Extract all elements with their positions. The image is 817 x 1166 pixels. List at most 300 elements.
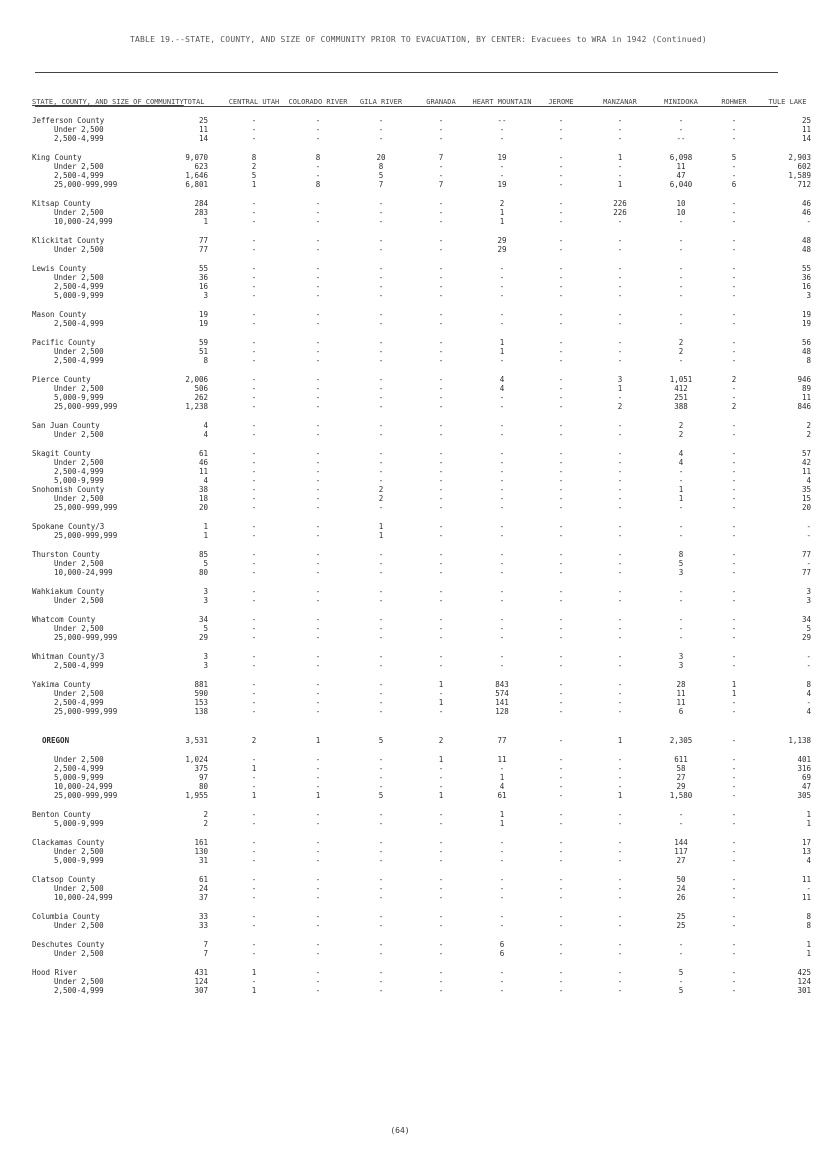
table-cell: 602 xyxy=(797,162,811,171)
table-cell: - xyxy=(315,968,321,977)
table-cell: - xyxy=(731,245,737,254)
table-cell: - xyxy=(558,986,564,995)
table-cell: 37 xyxy=(198,893,208,902)
table-cell: - xyxy=(806,698,811,707)
table-cell: 1 xyxy=(438,791,444,800)
table-cell: 8 xyxy=(806,912,811,921)
spacer-row xyxy=(32,902,817,912)
table-cell: - xyxy=(731,134,737,143)
spacer-cell xyxy=(32,411,817,421)
table-cell: 17 xyxy=(801,838,811,847)
table-cell: - xyxy=(731,652,737,661)
table-cell: - xyxy=(315,310,321,319)
row-label: Hood River xyxy=(32,968,78,977)
table-cell: - xyxy=(315,485,321,494)
table-cell: - xyxy=(731,587,737,596)
table-cell: 2,903 xyxy=(788,153,811,162)
table-cell: - xyxy=(315,503,321,512)
table-cell: - xyxy=(315,522,321,531)
table-cell: 5 xyxy=(678,986,684,995)
table-cell: - xyxy=(438,615,444,624)
table-cell: - xyxy=(617,393,623,402)
table-cell: 2 xyxy=(678,421,684,430)
table-cell: - xyxy=(315,421,321,430)
table-cell: - xyxy=(558,476,564,485)
table-cell: 11 xyxy=(801,875,811,884)
table-cell: 97 xyxy=(198,773,208,782)
table-cell: 11 xyxy=(198,467,208,476)
row-label: Under 2,500 xyxy=(54,559,104,568)
table-cell: - xyxy=(806,531,811,540)
table-cell: - xyxy=(731,568,737,577)
table-cell: - xyxy=(378,764,384,773)
table-cell: 375 xyxy=(194,764,208,773)
table-cell: - xyxy=(558,467,564,476)
table-cell: 4 xyxy=(203,476,208,485)
table-cell: - xyxy=(499,467,505,476)
table-cell: - xyxy=(731,217,737,226)
spacer-cell xyxy=(32,670,817,680)
table-cell: 11 xyxy=(676,689,686,698)
table-cell: 1 xyxy=(315,791,321,800)
table-row xyxy=(32,310,817,319)
table-row xyxy=(32,986,817,995)
table-cell: - xyxy=(499,393,505,402)
table-cell: - xyxy=(315,633,321,642)
table-row xyxy=(32,921,817,930)
table-cell: - xyxy=(558,977,564,986)
table-cell: - xyxy=(251,494,257,503)
table-cell: - xyxy=(558,847,564,856)
table-cell: 1 xyxy=(731,680,737,689)
table-cell: 1 xyxy=(378,531,384,540)
table-cell: 262 xyxy=(194,393,208,402)
table-cell: - xyxy=(251,652,257,661)
table-cell: 11 xyxy=(198,125,208,134)
spacer-cell xyxy=(32,328,817,338)
spacer-row xyxy=(32,189,817,199)
table-cell: - xyxy=(378,680,384,689)
table-cell: 18 xyxy=(198,494,208,503)
table-cell: - xyxy=(499,134,505,143)
table-cell: - xyxy=(731,531,737,540)
table-cell: - xyxy=(438,476,444,485)
row-label: Wahkiakum County xyxy=(32,587,105,596)
table-cell: 284 xyxy=(194,199,208,208)
table-cell: - xyxy=(731,819,737,828)
table-cell: - xyxy=(558,633,564,642)
table-cell: - xyxy=(558,893,564,902)
table-cell: - xyxy=(731,421,737,430)
table-cell: - xyxy=(438,661,444,670)
column-header-rohwer: ROHWER xyxy=(721,98,747,106)
table-cell: - xyxy=(731,968,737,977)
table-cell: - xyxy=(558,291,564,300)
table-cell: 590 xyxy=(194,689,208,698)
table-cell: - xyxy=(558,449,564,458)
table-cell: 25 xyxy=(198,116,208,125)
table-cell: 1 xyxy=(806,819,811,828)
table-cell: - xyxy=(617,856,623,865)
row-label: Under 2,500 xyxy=(54,208,104,217)
table-cell: - xyxy=(499,291,505,300)
table-cell: - xyxy=(251,467,257,476)
table-cell: - xyxy=(499,615,505,624)
table-cell: 5 xyxy=(203,624,208,633)
table-cell: 77 xyxy=(198,245,208,254)
table-cell: 2 xyxy=(806,430,811,439)
table-cell: 144 xyxy=(674,838,688,847)
table-cell: 130 xyxy=(194,847,208,856)
spacer-row xyxy=(32,828,817,838)
table-cell: 48 xyxy=(801,347,811,356)
table-row xyxy=(32,245,817,254)
table-cell: - xyxy=(558,245,564,254)
table-cell: 305 xyxy=(797,791,811,800)
table-row xyxy=(32,476,817,485)
table-cell: 226 xyxy=(613,199,627,208)
table-cell: 2 xyxy=(678,347,684,356)
table-cell: - xyxy=(251,624,257,633)
table-cell: - xyxy=(378,912,384,921)
table-cell: - xyxy=(438,245,444,254)
column-header-manzanar: MANZANAR xyxy=(603,98,637,106)
table-cell: 1 xyxy=(251,791,257,800)
table-cell: - xyxy=(438,884,444,893)
table-cell: 881 xyxy=(194,680,208,689)
table-cell: - xyxy=(438,838,444,847)
table-cell: - xyxy=(617,698,623,707)
table-cell: 7 xyxy=(203,940,208,949)
table-cell: - xyxy=(617,273,623,282)
table-cell: 1 xyxy=(251,180,257,189)
table-cell: - xyxy=(558,615,564,624)
table-cell: - xyxy=(558,375,564,384)
table-cell: 3 xyxy=(617,375,623,384)
table-row xyxy=(32,199,817,208)
table-cell: - xyxy=(617,494,623,503)
table-cell: - xyxy=(438,273,444,282)
table-cell: 5 xyxy=(203,559,208,568)
table-row xyxy=(32,153,817,162)
table-cell: - xyxy=(315,116,321,125)
table-cell: 2,305 xyxy=(669,736,693,745)
table-cell: - xyxy=(499,162,505,171)
table-cell: - xyxy=(678,310,684,319)
table-cell: 1,580 xyxy=(669,791,693,800)
spacer-row xyxy=(32,411,817,421)
table-cell: - xyxy=(617,689,623,698)
table-cell: - xyxy=(378,347,384,356)
table-cell: - xyxy=(499,171,505,180)
table-cell: 11 xyxy=(676,698,686,707)
spacer-row xyxy=(32,642,817,652)
table-cell: - xyxy=(731,356,737,365)
table-cell: 55 xyxy=(801,264,811,273)
table-cell: 42 xyxy=(801,458,811,467)
row-label: 5,000-9,999 xyxy=(54,291,104,300)
table-cell: 5 xyxy=(251,171,257,180)
table-cell: 124 xyxy=(194,977,208,986)
table-cell: - xyxy=(499,550,505,559)
table-cell: - xyxy=(251,884,257,893)
row-label: Under 2,500 xyxy=(54,162,104,171)
table-cell: - xyxy=(731,236,737,245)
table-cell: 2 xyxy=(251,736,257,745)
table-cell: - xyxy=(378,773,384,782)
table-cell: 4 xyxy=(499,384,505,393)
table-cell: - xyxy=(499,559,505,568)
table-cell: 1,646 xyxy=(185,171,208,180)
spacer-row xyxy=(32,670,817,680)
table-cell: 2 xyxy=(806,421,811,430)
table-cell: - xyxy=(558,458,564,467)
table-cell: 3 xyxy=(678,568,684,577)
table-cell: - xyxy=(315,689,321,698)
table-cell: - xyxy=(499,402,505,411)
table-cell: - xyxy=(558,587,564,596)
table-cell: - xyxy=(251,615,257,624)
table-cell: - xyxy=(558,707,564,716)
table-cell: - xyxy=(378,458,384,467)
table-cell: - xyxy=(438,319,444,328)
table-cell: 3 xyxy=(806,596,811,605)
table-cell: - xyxy=(617,568,623,577)
table-cell: - xyxy=(558,310,564,319)
table-cell: - xyxy=(558,940,564,949)
table-cell: 6,801 xyxy=(185,180,208,189)
table-cell: 506 xyxy=(194,384,208,393)
table-cell: - xyxy=(678,949,684,958)
spacer-cell xyxy=(32,189,817,199)
table-cell: - xyxy=(251,458,257,467)
table-cell: - xyxy=(617,449,623,458)
table-cell: - xyxy=(558,393,564,402)
table-cell: - xyxy=(378,884,384,893)
table-cell: - xyxy=(558,791,564,800)
table-cell: - xyxy=(438,847,444,856)
table-cell: - xyxy=(499,875,505,884)
table-cell: - xyxy=(315,199,321,208)
table-cell: - xyxy=(678,264,684,273)
table-cell: 4 xyxy=(499,782,505,791)
table-cell: - xyxy=(251,310,257,319)
table-cell: - xyxy=(617,912,623,921)
table-cell: - xyxy=(251,273,257,282)
table-cell: - xyxy=(378,338,384,347)
table-cell: 1 xyxy=(203,217,208,226)
table-cell: - xyxy=(315,458,321,467)
table-cell: - xyxy=(251,125,257,134)
row-label: Under 2,500 xyxy=(54,347,104,356)
spacer-cell xyxy=(32,745,817,755)
column-header-central-utah: CENTRAL UTAH xyxy=(228,98,280,106)
row-label: Under 2,500 xyxy=(54,245,104,254)
table-cell: - xyxy=(378,430,384,439)
table-row xyxy=(32,467,817,476)
table-cell: - xyxy=(438,856,444,865)
table-cell: - xyxy=(378,319,384,328)
table-cell: 1 xyxy=(499,208,505,217)
table-cell: - xyxy=(617,819,623,828)
table-cell: 38 xyxy=(198,485,208,494)
table-cell: 1 xyxy=(806,940,811,949)
spacer-row xyxy=(32,726,817,736)
table-cell: - xyxy=(558,319,564,328)
table-cell: - xyxy=(678,116,684,125)
table-cell: - xyxy=(251,522,257,531)
table-cell: - xyxy=(558,680,564,689)
spacer-row xyxy=(32,512,817,522)
table-cell: 1 xyxy=(251,986,257,995)
table-cell: 283 xyxy=(194,208,208,217)
table-cell: 2 xyxy=(617,402,623,411)
table-cell: - xyxy=(315,125,321,134)
table-cell: - xyxy=(731,624,737,633)
table-cell: - xyxy=(438,968,444,977)
table-cell: - xyxy=(315,847,321,856)
spacer-cell xyxy=(32,365,817,375)
row-label: Mason County xyxy=(32,310,87,319)
table-cell: 56 xyxy=(801,338,811,347)
table-cell: - xyxy=(315,949,321,958)
table-cell: - xyxy=(617,291,623,300)
table-cell: - xyxy=(617,319,623,328)
table-cell: 4 xyxy=(203,421,208,430)
table-cell: - xyxy=(617,282,623,291)
row-label: 5,000-9,999 xyxy=(54,476,104,485)
table-cell: - xyxy=(558,912,564,921)
table-cell: - xyxy=(678,273,684,282)
table-cell: - xyxy=(499,449,505,458)
row-label: Columbia County xyxy=(32,912,100,921)
table-cell: - xyxy=(617,217,623,226)
table-cell: - xyxy=(499,522,505,531)
table-row xyxy=(32,531,817,540)
row-label: 10,000-24,999 xyxy=(54,217,113,226)
table-cell: - xyxy=(378,245,384,254)
spacer-cell xyxy=(32,300,817,310)
table-cell: - xyxy=(617,264,623,273)
table-cell: - xyxy=(315,596,321,605)
spacer-row xyxy=(32,865,817,875)
table-cell: - xyxy=(438,291,444,300)
table-cell: - xyxy=(678,356,684,365)
table-cell: - xyxy=(731,467,737,476)
row-label: 2,500-4,999 xyxy=(54,171,104,180)
table-cell: - xyxy=(251,208,257,217)
row-label: Under 2,500 xyxy=(54,689,104,698)
table-cell: - xyxy=(251,356,257,365)
table-cell: - xyxy=(558,689,564,698)
table-cell: - xyxy=(315,755,321,764)
table-cell: 712 xyxy=(797,180,811,189)
table-cell: - xyxy=(378,467,384,476)
table-cell: - xyxy=(617,782,623,791)
table-cell: 29 xyxy=(497,245,507,254)
table-cell: - xyxy=(315,624,321,633)
table-cell: - xyxy=(438,949,444,958)
table-cell: - xyxy=(251,421,257,430)
table-cell: 50 xyxy=(676,875,686,884)
table-cell: 14 xyxy=(801,134,811,143)
table-cell: 46 xyxy=(801,208,811,217)
table-cell: - xyxy=(438,449,444,458)
table-cell: - xyxy=(499,838,505,847)
table-cell: - xyxy=(558,838,564,847)
table-cell: - xyxy=(558,782,564,791)
table-cell: 10 xyxy=(676,208,686,217)
table-cell: - xyxy=(315,384,321,393)
row-label: Thurston County xyxy=(32,550,100,559)
table-cell: - xyxy=(438,310,444,319)
table-cell: - xyxy=(731,273,737,282)
table-cell: - xyxy=(499,968,505,977)
row-label: Skagit County xyxy=(32,449,91,458)
spacer-row xyxy=(32,106,817,116)
table-cell: 1 xyxy=(806,810,811,819)
table-cell: - xyxy=(378,596,384,605)
table-cell: - xyxy=(378,217,384,226)
table-cell: 8 xyxy=(806,921,811,930)
table-cell: - xyxy=(678,615,684,624)
table-cell: 6 xyxy=(499,949,505,958)
column-header-heart-mountain: HEART MOUNTAIN xyxy=(472,98,532,106)
row-label: 2,500-4,999 xyxy=(54,319,104,328)
table-cell: - xyxy=(731,550,737,559)
table-cell: 1 xyxy=(203,522,208,531)
table-cell: - xyxy=(438,810,444,819)
table-cell: 1,138 xyxy=(788,736,811,745)
row-label: Under 2,500 xyxy=(54,125,104,134)
table-cell: 25 xyxy=(801,116,811,125)
table-cell: - xyxy=(438,467,444,476)
row-label: Yakima County xyxy=(32,680,91,689)
table-cell: - xyxy=(617,503,623,512)
table-cell: - xyxy=(558,810,564,819)
table-cell: - xyxy=(731,755,737,764)
spacer-cell xyxy=(32,828,817,838)
table-cell: - xyxy=(499,921,505,930)
table-cell: - xyxy=(617,236,623,245)
table-cell: 26 xyxy=(676,893,686,902)
spacer-cell xyxy=(32,254,817,264)
table-cell: - xyxy=(315,236,321,245)
table-cell: 20 xyxy=(198,503,208,512)
table-row xyxy=(32,949,817,958)
table-cell: - xyxy=(731,782,737,791)
table-cell: - xyxy=(731,559,737,568)
table-cell: - xyxy=(378,755,384,764)
table-row xyxy=(32,134,817,143)
table-cell: 5 xyxy=(678,559,684,568)
table-cell: - xyxy=(378,402,384,411)
table-cell: - xyxy=(558,568,564,577)
spacer-cell xyxy=(32,143,817,153)
table-cell: 124 xyxy=(797,977,811,986)
table-cell: - xyxy=(678,476,684,485)
row-label: 2,500-4,999 xyxy=(54,698,104,707)
table-cell: - xyxy=(251,550,257,559)
table-cell: - xyxy=(499,356,505,365)
table-cell: 19 xyxy=(497,180,507,189)
table-cell: - xyxy=(617,125,623,134)
table-cell: 8 xyxy=(315,153,321,162)
table-cell: - xyxy=(499,596,505,605)
table-cell: 20 xyxy=(801,503,811,512)
row-label: Lewis County xyxy=(32,264,87,273)
table-cell: 11 xyxy=(497,755,507,764)
